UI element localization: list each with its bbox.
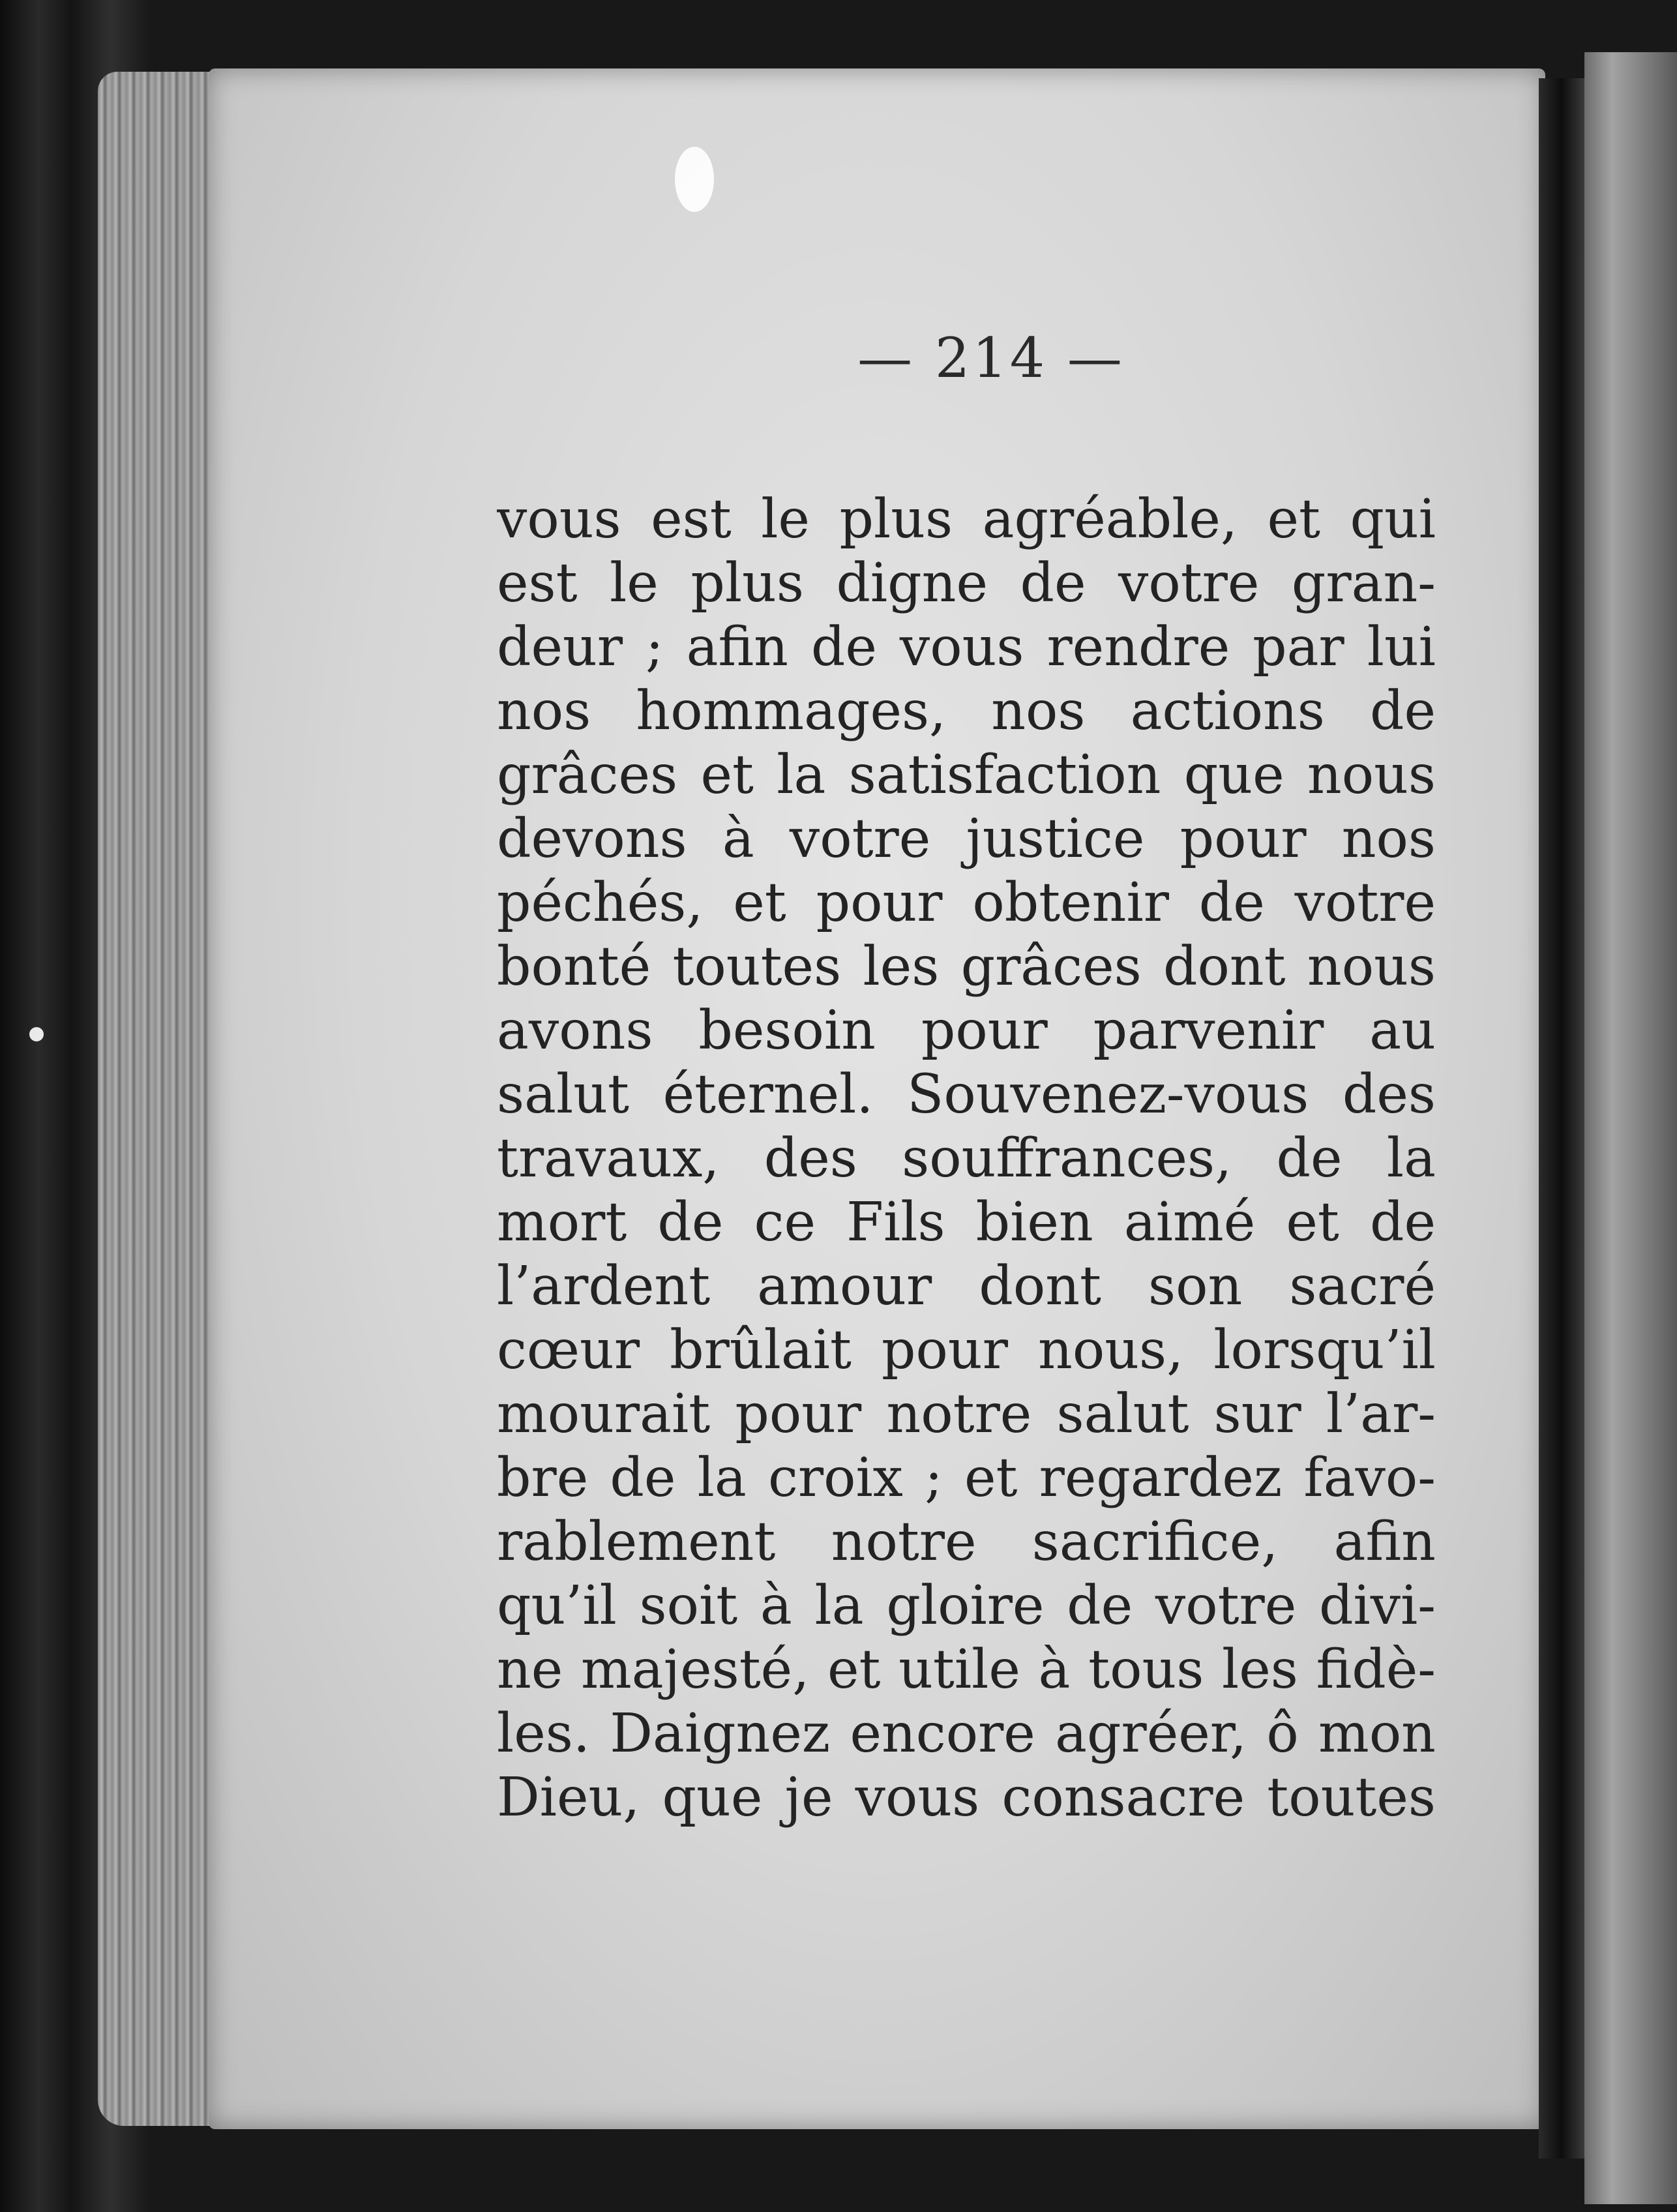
page-number: — 214 —: [857, 326, 1125, 390]
page-stack-edges: [98, 72, 222, 2126]
text-line: ne majesté, et utile à tous les fidè-: [497, 1639, 1436, 1701]
dust-speck: [29, 1027, 44, 1041]
facing-page-edge: [1584, 52, 1677, 2204]
text-line: grâces et la satisfaction que nous: [497, 744, 1436, 806]
text-line: devons à votre justice pour nos: [497, 808, 1436, 870]
text-line: travaux, des souffrances, de la: [497, 1128, 1436, 1189]
text-line: bonté toutes les grâces dont nous: [497, 936, 1436, 998]
page-text: [497, 488, 1436, 1830]
text-line: salut éternel. Souvenez-vous des: [497, 1064, 1436, 1126]
text-line: rablement notre sacrifice, afin: [497, 1511, 1436, 1573]
text-line: péchés, et pour obtenir de votre: [497, 872, 1436, 934]
text-line: qu’il soit à la gloire de votre divi-: [497, 1575, 1436, 1637]
text-line: deur ; afin de vous rendre par lui: [497, 616, 1436, 678]
text-line: cœur brûlait pour nous, lorsqu’il: [497, 1319, 1436, 1381]
text-line: nos hommages, nos actions de: [497, 680, 1436, 742]
text-line: Dieu, que je vous consacre toutes: [497, 1767, 1436, 1829]
text-line: est le plus digne de votre gran-: [497, 552, 1436, 614]
text-line: bre de la croix ; et regardez favo-: [497, 1447, 1436, 1509]
book-gutter: [1539, 78, 1584, 2159]
text-line: les. Daignez encore agréer, ô mon: [497, 1703, 1436, 1765]
text-line: avons besoin pour parvenir au: [497, 1000, 1436, 1062]
text-line: mort de ce Fils bien aimé et de: [497, 1191, 1436, 1253]
text-line: vous est le plus agréable, et qui: [497, 488, 1436, 550]
text-line: mourait pour notre salut sur l’ar-: [497, 1383, 1436, 1445]
text-line: l’ardent amour dont son sacré: [497, 1255, 1436, 1317]
dust-speck: [675, 147, 714, 212]
